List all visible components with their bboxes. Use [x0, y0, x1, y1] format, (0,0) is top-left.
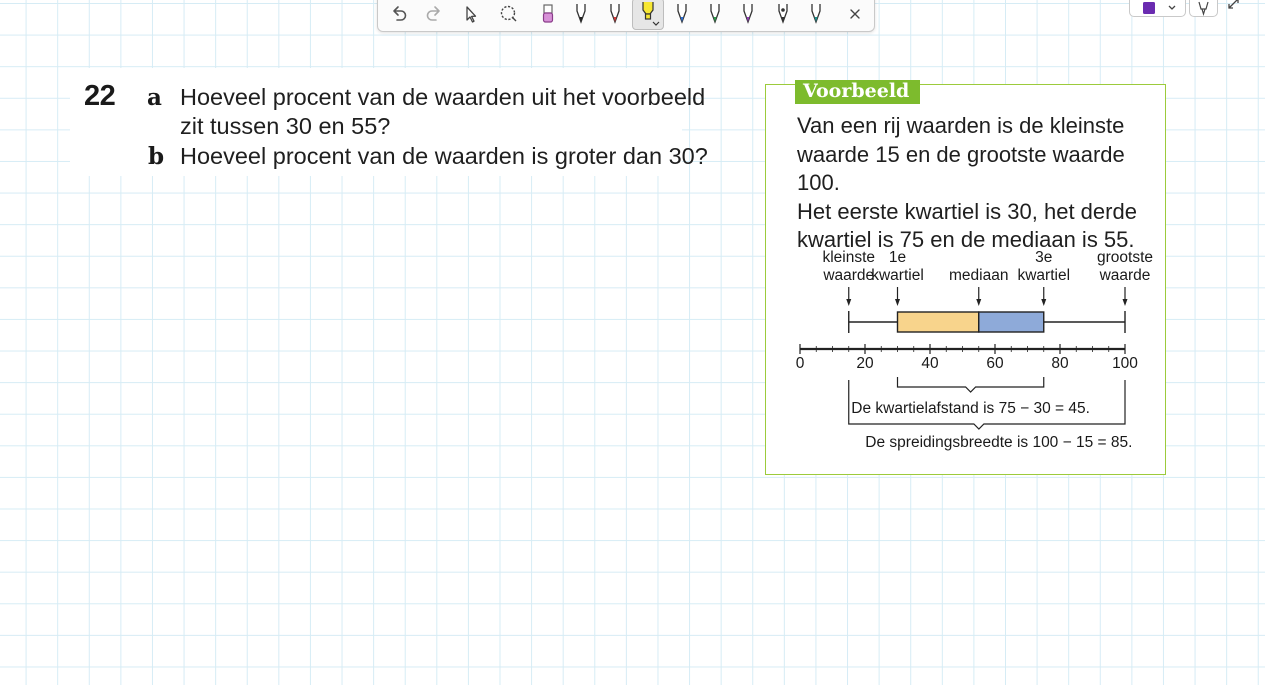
boxplot-arrow-head-2	[976, 299, 981, 306]
exercise-number: 22	[84, 80, 116, 112]
lasso-icon[interactable]	[496, 1, 522, 27]
boxplot-annotation-range: De spreidingsbreedte is 100 − 15 = 85.	[865, 434, 1133, 451]
pen-teal-icon[interactable]	[803, 1, 829, 27]
undo-icon[interactable]	[386, 1, 412, 27]
boxplot-tick-label-0: 0	[795, 355, 805, 372]
pen-dark-icon[interactable]	[770, 1, 796, 27]
boxplot-tick-label-60: 60	[986, 355, 1004, 372]
part-a-label: a	[147, 84, 162, 111]
pen-green-icon[interactable]	[702, 1, 728, 27]
boxplot-arrow-head-3	[1041, 299, 1046, 306]
pen-red-icon[interactable]	[602, 1, 628, 27]
boxplot-tick-label-80: 80	[1051, 355, 1069, 372]
pen-blue-icon[interactable]	[669, 1, 695, 27]
boxplot-annotation-iqr: De kwartielafstand is 75 − 30 = 45.	[851, 400, 1090, 417]
example-line-4: kwartiel is 75 en de mediaan is 55.	[797, 227, 1135, 252]
eraser-icon[interactable]	[535, 1, 561, 27]
boxplot-box-upper	[979, 312, 1044, 332]
example-title: Voorbeeld	[795, 80, 920, 104]
boxplot-tick-label-40: 40	[921, 355, 939, 372]
boxplot-tick-label-100: 100	[1112, 355, 1138, 372]
boxplot-box-lower	[898, 312, 979, 332]
color-picker-button[interactable]	[1129, 0, 1186, 17]
boxplot-label-1-1: kwartiel	[871, 267, 924, 284]
boxplot-label-0-1: waarde	[823, 267, 875, 284]
boxplot-label-4-0: grootste	[1096, 249, 1154, 266]
highlighter-yellow-icon[interactable]	[632, 0, 664, 30]
example-line-1: Van een rij waarden is de kleinste	[797, 113, 1125, 138]
boxplot-label-2-0: mediaan	[949, 267, 1009, 284]
boxplot-label-0-0: kleinste	[822, 249, 876, 266]
boxplot-iqr-brace	[898, 377, 1044, 392]
example-line-2: waarde 15 en de grootste waarde 100.	[797, 141, 1125, 195]
part-b-label: b	[148, 143, 165, 170]
part-a-line-1: Hoeveel procent van de waarden uit het voorbeeld	[180, 84, 706, 110]
boxplot-label-4-1: waarde	[1099, 267, 1151, 284]
example-line-3: Het eerste kwartiel is 30, het derde	[797, 198, 1137, 224]
select-icon[interactable]	[458, 1, 484, 27]
example-text	[797, 112, 1162, 255]
highlighter-settings-button[interactable]	[1189, 0, 1218, 17]
boxplot-arrow-head-1	[895, 299, 900, 306]
boxplot-arrow-head-0	[846, 299, 851, 306]
boxplot-arrow-head-4	[1123, 299, 1128, 306]
boxplot-tick-label-20: 20	[856, 355, 874, 372]
pen-purple-icon[interactable]	[735, 1, 761, 27]
redo-icon[interactable]	[421, 1, 447, 27]
boxplot-label-3-0: 3e	[1035, 249, 1053, 266]
boxplot-chart	[780, 240, 1160, 460]
expand-icon[interactable]	[1226, 0, 1242, 12]
part-a-line-2: zit tussen 30 en 55?	[180, 113, 391, 139]
boxplot-label-3-1: kwartiel	[1017, 267, 1071, 284]
part-b-line-1: Hoeveel procent van de waarden is groter dan 30?	[180, 143, 708, 169]
boxplot-label-1-0: 1e	[888, 249, 907, 266]
drawing-toolbar	[377, 0, 875, 32]
close-icon[interactable]	[842, 1, 868, 27]
pen-black-icon[interactable]	[568, 1, 594, 27]
